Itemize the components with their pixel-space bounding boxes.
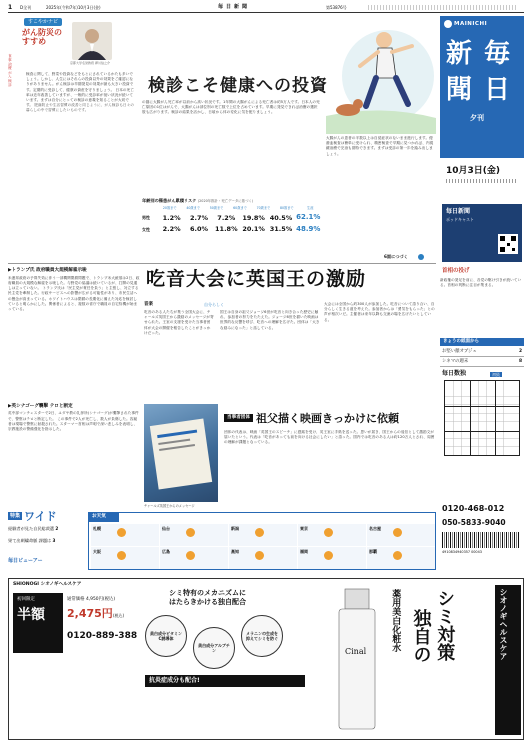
ad-tax: (税込) <box>113 613 125 618</box>
ad-price-list: 通常価格 4,950円(税込) <box>67 597 116 602</box>
risk-cell: 62.1% <box>296 213 321 222</box>
masthead-edition: 夕刊 <box>470 114 484 122</box>
page-number: 1 <box>8 4 13 11</box>
risk-cell: 20.1% <box>242 225 265 234</box>
risk-col-header: 50歳まで <box>209 206 224 211</box>
risk-row-label: 男性 <box>142 215 150 221</box>
weather-city-name: 新潟 <box>231 526 239 531</box>
weather-sun-icon <box>186 528 195 537</box>
sub-label: 当事者団体 <box>224 414 253 422</box>
news-item2-headline: ▶英シナゴーグ襲撃 テロと断定 <box>8 403 73 409</box>
promo-item-2[interactable] <box>8 538 86 543</box>
ad-side-brand-text: シオノギヘルスケア <box>499 588 508 660</box>
edition-label: D全刊 <box>20 5 32 10</box>
news-item1-filler: トランプ氏は「民主党が責任を負う」と主張し、対立する民主党を牽制した。行政サービスへの影響が広がる可能性があり、市民生活への懸念が高まっている。ホワイトハウスは閉鎖の長期化に備えた対応を検討していると明らかにした。関係者によると、複数の省庁で職員の自宅待機が始まっている。 <box>8 286 139 311</box>
promo-label: 特集 <box>10 513 21 519</box>
ad-strip: 抗炎症成分も配合! <box>145 675 305 687</box>
right-column <box>440 268 524 568</box>
column-filler: 肥満防止や生活習慣の改善と同じように、がん検診も日々の暮らしの中で習慣にしたいものです。 <box>26 103 135 113</box>
risk-table-rows <box>142 213 322 234</box>
ad-catch-1: シミ特有のメカニズムに <box>169 589 246 597</box>
ad-circle-1 <box>145 615 187 657</box>
news-item1-headline: ▶トランプ氏 政府職員大規模解雇示唆 <box>8 268 87 273</box>
risk-cell: 1.2% <box>162 213 181 222</box>
contact-number-2: 050-5833-9040 <box>442 518 506 527</box>
risk-table-title-text: 年齢別の罹患がん累積リスク <box>142 198 197 203</box>
ad-side-brand <box>495 585 521 735</box>
column-body-3-text: 大腸がんの患者の半数以上は自覚症状のないまま進行します。便潜血検査は簡単に受けられ、精密検査で早期に見つかれば、内視鏡治療で完治も期待できます。まずは受診の第一歩を踏み出しましょう。 <box>326 136 434 156</box>
weather-grid <box>91 524 435 570</box>
weather-city <box>367 524 435 546</box>
main-body-lower <box>224 430 436 504</box>
top-header <box>8 4 524 13</box>
sudoku-grid[interactable] <box>444 380 520 456</box>
ad-circle-1-text: 美白成分ビタミンC誘導体 <box>150 631 182 641</box>
weather-sun-icon <box>117 551 126 560</box>
photo-caption: チャールズ英国王からのメッセージ <box>144 504 195 508</box>
ad-circle-2-text: 美白成分アルブチン <box>198 643 230 653</box>
ad-big-title <box>409 589 481 670</box>
masthead-brand-en: MAINICHI <box>454 21 488 27</box>
weather-city <box>91 547 159 569</box>
continue-label: 6面につづく <box>384 254 408 259</box>
promo-item-2-text: 果て出刺繍命脈 課題は <box>8 538 52 543</box>
main-body-left <box>144 310 214 400</box>
risk-cell: 19.8% <box>242 213 265 222</box>
news-item2-filler: この事件で2人が死亡し、数人が負傷した。容疑者は現場で警察に射殺された。スターマー首相は声明で深い悲しみを表明し、宗教施設の警備強化を指示した。 <box>8 416 138 432</box>
risk-row <box>142 213 322 222</box>
weather-sun-icon <box>324 528 333 537</box>
masthead-date: 10月3日(金) <box>446 166 501 176</box>
left-news <box>8 268 140 508</box>
weather-city <box>367 547 435 569</box>
date-line: 2025年(令和7年)10月3日(金) <box>46 5 101 10</box>
risk-col-header: 40歳まで <box>186 206 200 211</box>
masthead <box>440 16 524 264</box>
column-headline: 検診こそ健康への投資 <box>148 76 328 96</box>
weather-sun-icon <box>255 528 264 537</box>
health-column <box>8 16 436 264</box>
weather-title: お天気 <box>89 513 119 522</box>
promo-wide <box>8 512 86 570</box>
ad-company: SHIONOGI シオノギヘルスケア <box>13 582 82 587</box>
news-item2-body <box>8 411 140 501</box>
ad-half-label: 半額 <box>17 607 45 623</box>
column-side-label <box>8 54 22 144</box>
weather-city-name: 高知 <box>231 549 239 554</box>
column-title-text: がん防災のすすめ <box>22 28 62 46</box>
ad-big-title-2: シミ対策 <box>434 589 456 661</box>
author-photo <box>72 22 112 60</box>
risk-cell: 31.5% <box>269 225 293 234</box>
issue-number: 第53876号 <box>326 5 347 10</box>
index-label-0: お堅い顔オブジェ <box>442 349 477 354</box>
weather-sun-icon <box>255 551 264 560</box>
risk-table-note: (2020年推計・死亡データに基づく) <box>197 199 254 203</box>
ad-campaign-box <box>13 593 63 653</box>
risk-col-header: 60歳まで <box>233 206 247 211</box>
weather-sun-icon <box>117 528 126 537</box>
podcast-subtitle: ポッドキャスト <box>446 217 474 222</box>
ad-big-title-1: 独自の <box>410 609 432 663</box>
promo-footer: 毎日ビューアー <box>8 558 43 564</box>
weather-city-name: 東京 <box>300 526 308 531</box>
risk-table-title <box>142 198 322 203</box>
weather-city <box>160 547 228 569</box>
main-body-mid <box>220 310 320 400</box>
main-body-mid-text: 国王は自身の祖父ジョージ6世が吃音と向き合った歴史に触れ、参加者の努力をたたえた。ジョージ6世を描いた映画は世界的な反響を呼び、吃音への理解を広げた。団体は「大きな励みになった」と話している。 <box>220 310 320 330</box>
weather-city-name: 札幌 <box>93 526 101 531</box>
running-illustration <box>326 18 436 134</box>
risk-cell: 2.2% <box>162 225 181 234</box>
risk-col-header: 20歳まで <box>162 206 177 211</box>
weather-city <box>91 524 159 546</box>
column-body-1b-text: 日本の死亡率は近年改善していますが、一般的に受診率が低い状況が続いています。まずは自分にとっての検診の意義を知ることが大切です。 <box>26 87 135 108</box>
weather-city <box>229 547 297 569</box>
main-headline: 吃音大会に英国王の激励 <box>146 268 367 290</box>
index-label-1: シネマの週末 <box>442 359 469 364</box>
ad-price: 2,475円 <box>67 607 113 620</box>
author-caption: 京都大学名誉教授 押川信之介 <box>70 61 110 65</box>
ad-phone[interactable]: 0120-889-388 <box>67 631 138 641</box>
weather-city <box>298 547 366 569</box>
column-body-1 <box>26 72 136 262</box>
barcode-number: 4910834940357 00043 <box>442 550 482 554</box>
masthead-date-sub <box>446 179 518 183</box>
weather-city <box>160 524 228 546</box>
masthead-blue-panel <box>440 16 524 158</box>
news-item1-body <box>8 276 140 400</box>
masthead-title-char-3: 日 <box>484 75 511 105</box>
news-item2-body-text: 英中部マンチェスターで2日、ユダヤ教の礼拝所(シナゴーグ)が襲撃された事件で、警察はテロと断定した。 <box>8 411 139 421</box>
weather-city <box>298 524 366 546</box>
weather-sun-icon <box>393 528 402 537</box>
sudoku-title: 毎日数独 <box>442 370 467 377</box>
news-item1-body-text: 米連邦政府の予算失効に伴う一部機関閉鎖問題で、トランプ米大統領は2日、政府職員の大規模な解雇を示唆した。与野党の協議は続いているが、打開の見通しは立っていない。 <box>8 275 140 291</box>
index-row-0[interactable] <box>440 348 524 357</box>
index-page-1: 8 <box>518 359 522 364</box>
main-body-lower-text: 団体の代表は、映画「英国王のスピーチ」に感銘を受け、英王室に手紙を送った。思いが届き、国王からの返信として激励文が届いたという。代表は「吃音があっても前を向ける社会にしたい」と語った。国内では吃音のある人は約120万人とされ、周囲の理解が課題となっている。 <box>224 430 435 445</box>
news-photo <box>144 404 218 502</box>
ad-catch-2: はたらきかける独自配合 <box>169 597 246 606</box>
risk-col-header: 80歳まで <box>280 206 294 211</box>
main-body-right-text: 大会には全国から約300人が参加した。吃音について語り合い、自分らしく生きる道を考えた。参加者からは「勇気をもらった」との声が相次いだ。主催者は来年以降も交流の場を広げたいとしている。 <box>324 302 435 322</box>
barcode <box>442 532 520 548</box>
promo-item-1[interactable] <box>8 526 86 531</box>
sudoku-level: 初級 <box>492 372 500 377</box>
masthead-title-char-1: 毎 <box>484 39 511 69</box>
risk-table <box>142 198 322 254</box>
main-body-left-text: 吃音のある人たちが集う全国大会に、チャールズ英国王から激励のメッセージが寄せられた。王室の支援を受けた当事者団体が大会の開催を報告したことがきっかけだった。 <box>144 310 214 335</box>
index-page-0: 2 <box>518 349 522 354</box>
ad-campaign-label: 初回限定 <box>17 597 35 602</box>
weather-city <box>229 524 297 546</box>
weather-panel <box>88 512 436 570</box>
weather-city-name: 那覇 <box>369 549 377 554</box>
ad-circle-3 <box>241 615 283 657</box>
risk-row-label: 女性 <box>142 226 150 232</box>
risk-col-header: 生涯 <box>307 206 314 211</box>
main-body-right <box>324 302 436 402</box>
risk-row <box>142 225 322 234</box>
promo-item-2-page: 3 <box>52 538 56 543</box>
promo-title: ワイド <box>24 510 57 523</box>
index-row-1[interactable] <box>440 358 524 367</box>
promo-item-1-text: 経験者が見た自民総裁選 <box>8 526 55 531</box>
risk-table-header <box>142 206 322 210</box>
paper-name-small: 毎日新聞 <box>218 4 251 10</box>
weather-sun-icon <box>393 551 402 560</box>
risk-cell: 6.0% <box>189 225 208 234</box>
ad-product-sub-text: 薬用美白化粧水 <box>390 589 401 652</box>
ad-circle-3-text: メラニンの生成を抑えてシミを防ぐ <box>246 631 278 641</box>
masthead-logo-icon <box>444 20 452 28</box>
ad-product-bottle <box>331 587 383 733</box>
risk-cell: 2.7% <box>189 213 208 222</box>
side-heading: 音楽 <box>144 302 153 307</box>
weather-city-name: 大阪 <box>93 549 101 554</box>
today-label: きょうの紙面から <box>440 338 524 346</box>
risk-cell: 7.2% <box>217 213 236 222</box>
main-story <box>144 268 436 508</box>
weather-city-name: 名古屋 <box>369 526 381 531</box>
sub-headline: 祖父描く映画きっかけに依頼 <box>256 412 399 425</box>
podcast-title: 毎日新聞 <box>446 208 471 215</box>
ad-circle-2 <box>193 627 235 669</box>
column-badge: すこやかナビ <box>24 18 62 26</box>
column-body-2-text: の割に大腸がん死亡率が以前から高い状況です。1年間の大腸がんによる死亡者は約5万人です。日本人の死亡原因の1位はがんで、大腸がんは部位別の死亡数で上位を占めています。早期に発見できれば治療の選択肢も広がります。検診の結果を活かし、日頃から体の変化に気を配りましょう。 <box>142 100 320 115</box>
masthead-title-char-2: 聞 <box>446 75 473 105</box>
right-col-body-text: 新政権の発足を前に、各党の駆け引きが続いている。首相の判断に注目が集まる。 <box>440 278 522 288</box>
podcast-box[interactable] <box>442 204 522 262</box>
column-body-2 <box>142 100 320 194</box>
fine-print <box>368 5 518 10</box>
masthead-title-char-0: 新 <box>446 39 473 69</box>
contact-number: 0120-468-012 <box>442 504 505 513</box>
ad-product-sub <box>389 589 405 652</box>
side-caption: 食事 治療 がん 検診 <box>8 54 13 87</box>
weather-city-name: 広島 <box>162 549 170 554</box>
right-col-heading: 首相の投げ <box>442 268 470 274</box>
weather-city-name: 仙台 <box>162 526 170 531</box>
column-body-1-text: 検査に関して、野菜や投資などをもとにされているかたも多いでしょう。しかし、人生にはそれらの投資以外の効果をご確認になりがありません。がん検診は早期発見の効果が最も大きい投資です。定期的に受診して、健康の資産を守りましょう。 <box>26 72 134 92</box>
risk-cell: 40.5% <box>269 213 293 222</box>
weather-city-name: 福岡 <box>300 549 308 554</box>
risk-cell: 48.9% <box>296 225 321 233</box>
weather-sun-icon <box>324 551 333 560</box>
column-body-3 <box>326 136 434 254</box>
promo-item-1-page: 2 <box>55 526 59 531</box>
ad-block <box>8 578 524 740</box>
risk-cell: 11.8% <box>215 225 238 234</box>
continue-arrow-icon <box>418 254 424 260</box>
weather-sun-icon <box>186 551 195 560</box>
ad-catch <box>169 589 329 609</box>
side-label-box: 自分らしく <box>204 302 224 307</box>
column-title <box>22 28 70 46</box>
right-col-body <box>440 278 524 336</box>
podcast-qr-icon <box>498 234 518 254</box>
risk-col-header: 70歳まで <box>256 206 271 211</box>
ad-product-brand: Cinal <box>345 647 367 656</box>
